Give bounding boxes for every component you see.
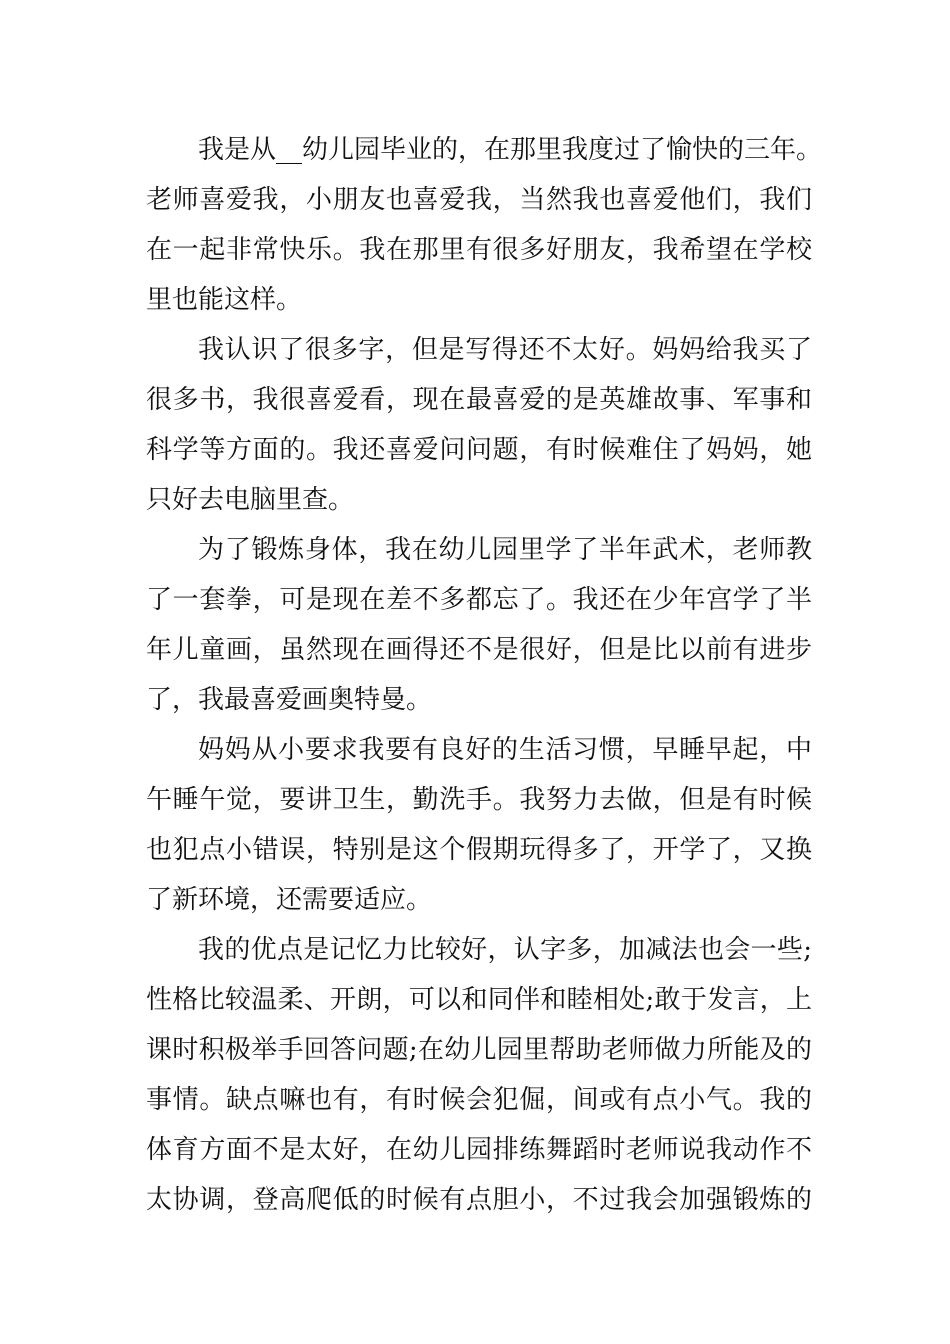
text-line: 课时积极举手回答问题;在幼儿园里帮助老师做力所能及的 (146, 1035, 812, 1065)
text-line: 科学等方面的。我还喜爱问问题，有时候难住了妈妈，她 (146, 435, 812, 465)
document-body (146, 125, 823, 1225)
text-line: 性格比较温柔、开朗，可以和同伴和睦相处;敢于发言，上 (146, 985, 812, 1015)
paragraph-4 (146, 725, 812, 925)
paragraph-5 (146, 925, 812, 1225)
text-line: 我是从__幼儿园毕业的，在那里我度过了愉快的三年。 (198, 135, 823, 165)
text-line: 体育方面不是太好，在幼儿园排练舞蹈时老师说我动作不 (146, 1135, 812, 1165)
text-line: 了一套拳，可是现在差不多都忘了。我还在少年宫学了半 (146, 585, 812, 615)
text-line: 太协调，登高爬低的时候有点胆小，不过我会加强锻炼的 (146, 1185, 812, 1215)
text-line: 妈妈从小要求我要有良好的生活习惯，早睡早起，中 (198, 735, 812, 765)
text-line: 我的优点是记忆力比较好，认字多，加减法也会一些; (198, 935, 812, 965)
text-line: 也犯点小错误，特别是这个假期玩得多了，开学了，又换 (146, 835, 812, 865)
text-line: 了，我最喜爱画奥特曼。 (146, 685, 433, 715)
text-line: 在一起非常快乐。我在那里有很多好朋友，我希望在学校 (146, 235, 812, 265)
paragraph-2 (146, 325, 812, 525)
text-line: 里也能这样。 (146, 285, 303, 315)
text-line: 年儿童画，虽然现在画得还不是很好，但是比以前有进步 (146, 635, 812, 665)
text-line: 了新环境，还需要适应。 (146, 885, 433, 915)
text-line: 为了锻炼身体，我在幼儿园里学了半年武术，老师教 (198, 535, 812, 565)
text-line: 我认识了很多字，但是写得还不太好。妈妈给我买了 (198, 335, 812, 365)
paragraph-1 (146, 125, 823, 325)
text-line: 只好去电脑里查。 (146, 485, 355, 515)
text-line: 很多书，我很喜爱看，现在最喜爱的是英雄故事、军事和 (146, 385, 812, 415)
text-line: 事情。缺点嘛也有，有时候会犯倔，间或有点小气。我的 (146, 1085, 812, 1115)
text-line: 午睡午觉，要讲卫生，勤洗手。我努力去做，但是有时候 (146, 785, 812, 815)
paragraph-3 (146, 525, 812, 725)
text-line: 老师喜爱我，小朋友也喜爱我，当然我也喜爱他们，我们 (146, 185, 812, 215)
